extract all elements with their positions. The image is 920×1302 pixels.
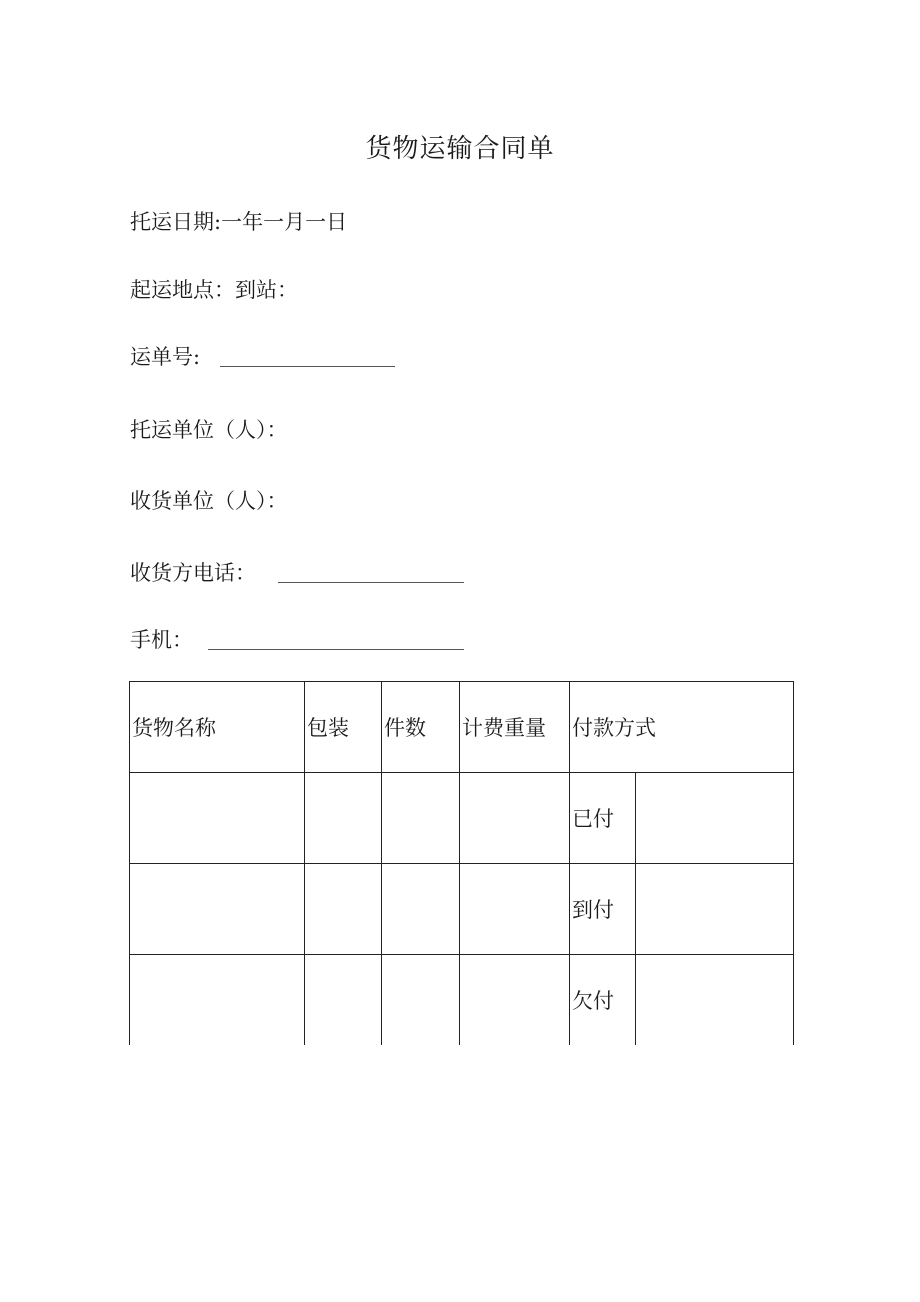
mobile-label: 手机： [130, 628, 193, 652]
goods-name-cell[interactable] [130, 864, 305, 955]
count-cell[interactable] [382, 955, 460, 1046]
consignee-phone-label: 收货方电话： [130, 561, 256, 585]
table-row [130, 955, 794, 1046]
table-row [130, 864, 794, 955]
header-count: 件数 [382, 682, 460, 773]
payment-option-paid: 已付 [570, 773, 636, 864]
consignee-phone-blank[interactable] [278, 582, 464, 583]
waybill-number-blank[interactable] [220, 366, 395, 367]
payment-collect-value-cell[interactable] [636, 864, 794, 955]
goods-table [129, 681, 794, 1045]
table-row [130, 773, 794, 864]
header-packing: 包装 [305, 682, 382, 773]
table-header-row [130, 682, 794, 773]
document-title: 货物运输合同单 [365, 134, 555, 164]
payment-owed-value-cell[interactable] [636, 955, 794, 1046]
weight-cell[interactable] [460, 955, 570, 1046]
packing-cell[interactable] [305, 955, 382, 1046]
weight-cell[interactable] [460, 864, 570, 955]
route-label: 起运地点：到站： [130, 278, 298, 302]
count-cell[interactable] [382, 864, 460, 955]
consignee-label: 收货单位（人）： [130, 489, 288, 513]
packing-cell[interactable] [305, 864, 382, 955]
payment-paid-value-cell[interactable] [636, 773, 794, 864]
shipper-label: 托运单位（人）： [130, 418, 288, 442]
mobile-blank[interactable] [208, 649, 464, 650]
payment-option-collect: 到付 [570, 864, 636, 955]
header-billing-weight: 计费重量 [460, 682, 570, 773]
payment-option-owed: 欠付 [570, 955, 636, 1046]
weight-cell[interactable] [460, 773, 570, 864]
goods-name-cell[interactable] [130, 955, 305, 1046]
shipping-date-label: 托运日期:一年一月一日 [130, 210, 348, 234]
packing-cell[interactable] [305, 773, 382, 864]
count-cell[interactable] [382, 773, 460, 864]
header-goods-name: 货物名称 [130, 682, 305, 773]
header-payment-method: 付款方式 [570, 682, 794, 773]
goods-name-cell[interactable] [130, 773, 305, 864]
waybill-number-label: 运单号: [130, 345, 201, 369]
